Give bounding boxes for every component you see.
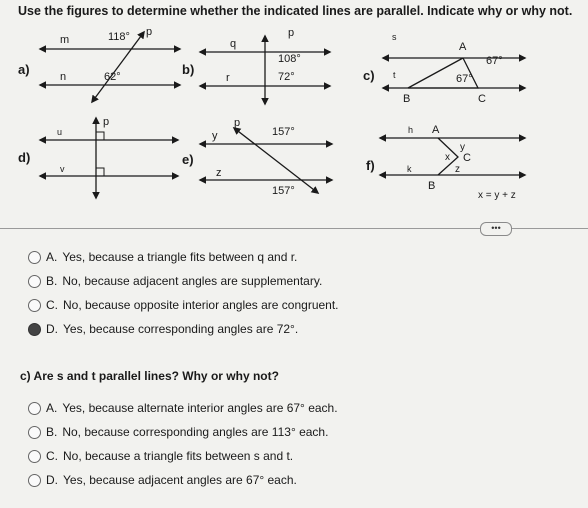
angle-z: z [455,164,460,175]
label-t: t [393,70,396,80]
label-y: y [212,130,218,142]
radio-button[interactable] [28,426,41,439]
option-letter: B. [46,274,58,288]
question-c: c) Are s and t parallel lines? Why or why not? [20,369,279,383]
label-p-b: p [288,27,295,39]
label-e: e) [182,152,194,167]
option-text: No, because corresponding angles are 113° each. [62,425,329,439]
figure-e [200,117,332,197]
option-b-b[interactable] [28,274,322,288]
option-letter: C. [46,298,58,312]
right-angle-v [96,168,104,176]
figure-f [380,124,525,201]
label-p: p [146,26,153,38]
more-button[interactable]: ••• [480,222,512,236]
figure-b [200,27,330,104]
option-letter: A. [46,401,58,415]
angle-157-top: 157° [272,126,295,138]
equation-f: x = y + z [478,190,516,201]
option-text: No, because adjacent angles are supplementary. [62,274,323,288]
option-c-a[interactable] [28,401,338,415]
option-letter: C. [46,449,58,463]
option-text: No, because a triangle fits between s and t. [63,449,294,463]
instruction-text: Use the figures to determine whether the indicated lines are parallel. Indicate why or why not. [18,4,573,18]
radio-button[interactable] [28,299,41,312]
option-text: No, because opposite interior angles are congruent. [63,298,339,312]
radio-button-selected[interactable] [28,323,41,336]
label-a: a) [18,62,30,77]
figure-a [40,26,180,102]
angle-72: 72° [278,71,295,83]
option-letter: A. [46,250,58,264]
option-letter: D. [46,473,58,487]
option-text: Yes, because corresponding angles are 72°. [63,322,299,336]
option-text: Yes, because a triangle fits between q and r. [62,250,298,264]
option-c-c[interactable] [28,449,293,463]
angle-x: x [445,152,450,163]
figures-panel [0,0,588,228]
label-m: m [60,34,70,46]
label-p-d: p [103,116,110,128]
option-b-d[interactable] [28,322,298,336]
angle-157-bottom: 157° [272,185,295,197]
vertex-c-f: C [463,152,471,164]
radio-button[interactable] [28,275,41,288]
vertex-a-f: A [432,124,440,136]
option-b-a[interactable] [28,250,297,264]
angle-118: 118° [108,31,130,43]
label-c: c) [363,68,375,83]
label-q: q [230,38,237,50]
figure-d [40,116,178,198]
label-h: h [408,125,414,135]
option-letter: D. [46,322,58,336]
right-angle-u [96,132,104,140]
option-c-b[interactable] [28,425,328,439]
label-v: v [60,164,65,174]
option-letter: B. [46,425,58,439]
radio-button[interactable] [28,251,41,264]
vertex-c: C [478,93,486,105]
option-text: Yes, because adjacent angles are 67° each. [63,473,297,487]
label-u: u [57,127,63,137]
label-s: s [392,32,397,42]
radio-button[interactable] [28,474,41,487]
radio-button[interactable] [28,402,41,415]
label-z: z [216,167,222,179]
vertex-a: A [459,41,467,53]
angle-y: y [460,142,465,153]
option-c-d[interactable] [28,473,297,487]
angle-108: 108° [278,53,301,65]
label-p-e: p [234,117,241,129]
vertex-b-f: B [428,180,436,192]
option-b-c[interactable] [28,298,339,312]
option-text: Yes, because alternate interior angles are 67° each. [62,401,338,415]
label-k: k [407,164,412,174]
label-r: r [226,72,230,84]
angle-67-mid: 67° [456,73,473,85]
label-d: d) [18,150,31,165]
figure-c [383,32,525,105]
label-n: n [60,71,67,83]
label-b: b) [182,62,195,77]
label-f: f) [366,158,375,173]
angle-62: 62° [104,71,121,83]
radio-button[interactable] [28,450,41,463]
vertex-b: B [403,93,411,105]
angle-67-top: 67° [486,55,503,67]
